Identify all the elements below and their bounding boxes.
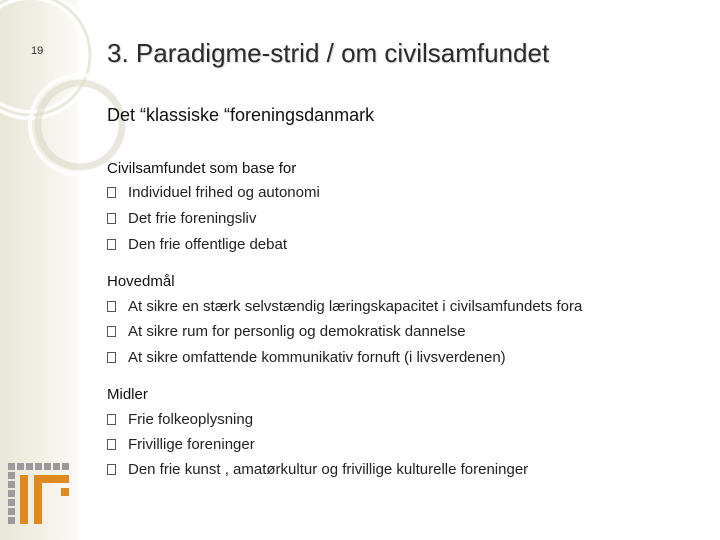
bullet-marker-icon bbox=[107, 464, 116, 475]
bullet-text: Individuel frihed og autonomi bbox=[128, 184, 320, 201]
bullet-item bbox=[107, 210, 256, 227]
bullet-item bbox=[107, 411, 253, 428]
section-heading: Civilsamfundet som base for bbox=[107, 160, 297, 177]
bullet-text: Den frie offentlige debat bbox=[128, 236, 288, 253]
slide-title: 3. Paradigme-strid / om civilsamfundet bbox=[107, 38, 550, 68]
bullet-item bbox=[107, 184, 320, 201]
slide-number: 19 bbox=[31, 45, 44, 57]
bullet-item bbox=[107, 349, 506, 366]
bullet-item bbox=[107, 436, 255, 453]
bullet-item bbox=[107, 461, 528, 478]
bullet-item bbox=[107, 298, 582, 315]
bullet-text: At sikre omfattende kommunikativ fornuft (i livsverdenen) bbox=[128, 349, 506, 366]
bullet-text: At sikre en stærk selvstændig læringskapacitet i civilsamfundets fora bbox=[128, 298, 583, 315]
bullet-marker-icon bbox=[107, 213, 116, 224]
bullet-marker-icon bbox=[107, 439, 116, 450]
bullet-marker-icon bbox=[107, 239, 116, 250]
bullet-text: Det frie foreningsliv bbox=[128, 210, 257, 227]
bullet-text: At sikre rum for personlig og demokratisk dannelse bbox=[128, 323, 466, 340]
bullet-item bbox=[107, 236, 287, 253]
bullet-marker-icon bbox=[107, 352, 116, 363]
section-heading: Hovedmål bbox=[107, 273, 175, 290]
logo-icon bbox=[8, 463, 70, 525]
bullet-item bbox=[107, 323, 466, 340]
slide-subtitle: Det “klassiske “foreningsdanmark bbox=[107, 105, 375, 125]
bullet-marker-icon bbox=[107, 414, 116, 425]
section-heading: Midler bbox=[107, 386, 148, 403]
bullet-marker-icon bbox=[107, 326, 116, 337]
bullet-marker-icon bbox=[107, 301, 116, 312]
bullet-text: Frie folkeoplysning bbox=[128, 411, 254, 428]
bullet-text: Den frie kunst , amatørkultur og frivillige kulturelle foreninger bbox=[128, 461, 529, 478]
bullet-text: Frivillige foreninger bbox=[128, 436, 255, 453]
bullet-marker-icon bbox=[107, 187, 116, 198]
